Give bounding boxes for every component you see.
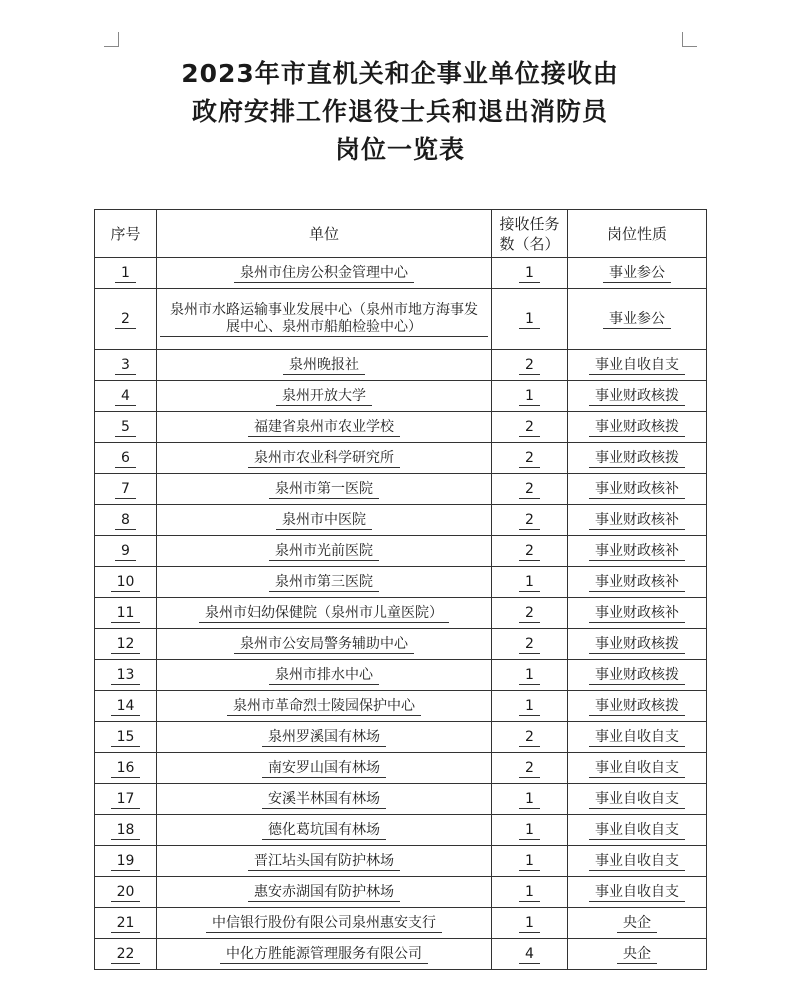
cell-type-text: 事业财政核拨 <box>589 698 685 716</box>
cell-no-text: 9 <box>115 543 136 561</box>
table-row <box>95 753 707 784</box>
cell-count <box>492 939 568 970</box>
cell-no <box>95 629 157 660</box>
cell-unit <box>157 567 492 598</box>
table-row <box>95 536 707 567</box>
cell-count <box>492 815 568 846</box>
cell-count-text: 2 <box>519 481 540 499</box>
cell-unit-text: 泉州市住房公积金管理中心 <box>234 265 414 283</box>
cell-type-text: 事业参公 <box>603 311 671 329</box>
cell-type-text: 事业自收自支 <box>589 760 685 778</box>
cell-unit <box>157 536 492 567</box>
cell-unit-text: 福建省泉州市农业学校 <box>248 419 400 437</box>
cell-type <box>568 877 707 908</box>
cell-no-text: 3 <box>115 357 136 375</box>
cell-unit-text: 中信银行股份有限公司泉州惠安支行 <box>206 915 442 933</box>
cell-unit <box>157 660 492 691</box>
cell-unit-text: 泉州市水路运输事业发展中心（泉州市地方海事发展中心、泉州市船舶检验中心） <box>160 302 488 337</box>
cell-unit <box>157 908 492 939</box>
cell-unit <box>157 350 492 381</box>
cell-no <box>95 908 157 939</box>
cell-no <box>95 753 157 784</box>
cell-type <box>568 722 707 753</box>
cell-no <box>95 660 157 691</box>
cell-unit-text: 泉州市第三医院 <box>269 574 379 592</box>
cell-count-text: 2 <box>519 543 540 561</box>
cell-type-text: 央企 <box>617 915 657 933</box>
cell-type-text: 事业财政核补 <box>589 481 685 499</box>
table-row <box>95 629 707 660</box>
cell-type <box>568 381 707 412</box>
cell-count <box>492 784 568 815</box>
cell-no <box>95 846 157 877</box>
cell-count-text: 1 <box>519 667 540 685</box>
page-title <box>0 55 800 169</box>
table-row <box>95 505 707 536</box>
cell-type-text: 事业财政核拨 <box>589 636 685 654</box>
cell-no-text: 14 <box>111 698 141 716</box>
header-type: 岗位性质 <box>568 210 707 258</box>
cell-count <box>492 258 568 289</box>
cell-count <box>492 350 568 381</box>
cell-unit-text: 惠安赤湖国有防护林场 <box>248 884 400 902</box>
cell-unit <box>157 846 492 877</box>
cell-type-text: 事业财政核拨 <box>589 419 685 437</box>
cell-type-text: 事业自收自支 <box>589 822 685 840</box>
cell-type <box>568 505 707 536</box>
cell-count-text: 2 <box>519 729 540 747</box>
table-row <box>95 412 707 443</box>
cell-count-text: 4 <box>519 946 540 964</box>
positions-table <box>94 209 707 970</box>
table-row <box>95 877 707 908</box>
cell-count-text: 1 <box>519 791 540 809</box>
table-row <box>95 381 707 412</box>
cell-type-text: 事业自收自支 <box>589 729 685 747</box>
cell-type-text: 事业财政核拨 <box>589 450 685 468</box>
cell-unit <box>157 443 492 474</box>
cell-count <box>492 908 568 939</box>
cell-type-text: 事业自收自支 <box>589 791 685 809</box>
cell-unit <box>157 258 492 289</box>
cell-count <box>492 846 568 877</box>
cell-unit-text: 泉州市妇幼保健院（泉州市儿童医院） <box>199 605 449 623</box>
cell-count <box>492 753 568 784</box>
table-row <box>95 939 707 970</box>
cell-no <box>95 412 157 443</box>
cell-no <box>95 443 157 474</box>
cell-unit-text: 泉州市排水中心 <box>269 667 379 685</box>
cell-unit-text: 中化方胜能源管理服务有限公司 <box>220 946 428 964</box>
table-row <box>95 722 707 753</box>
cell-no <box>95 815 157 846</box>
cell-count-text: 1 <box>519 853 540 871</box>
cell-count <box>492 629 568 660</box>
cell-count <box>492 474 568 505</box>
cell-count-text: 1 <box>519 574 540 592</box>
cell-no <box>95 289 157 350</box>
cell-count <box>492 381 568 412</box>
table-row <box>95 815 707 846</box>
table-row <box>95 474 707 505</box>
cell-type-text: 事业自收自支 <box>589 853 685 871</box>
cell-unit-text: 泉州市农业科学研究所 <box>248 450 400 468</box>
corner-mark-left <box>104 32 119 47</box>
cell-unit <box>157 877 492 908</box>
cell-no-text: 12 <box>111 636 141 654</box>
cell-no <box>95 784 157 815</box>
cell-count-text: 1 <box>519 822 540 840</box>
cell-unit-text: 德化葛坑国有林场 <box>262 822 386 840</box>
cell-no-text: 18 <box>111 822 141 840</box>
cell-type <box>568 412 707 443</box>
table-row <box>95 691 707 722</box>
table-row <box>95 784 707 815</box>
cell-no-text: 10 <box>111 574 141 592</box>
cell-unit <box>157 289 492 350</box>
header-no: 序号 <box>95 210 157 258</box>
cell-type <box>568 939 707 970</box>
cell-no <box>95 505 157 536</box>
cell-count-text: 2 <box>519 636 540 654</box>
cell-type-text: 事业参公 <box>603 265 671 283</box>
cell-type <box>568 474 707 505</box>
cell-no <box>95 350 157 381</box>
cell-type-text: 事业财政核补 <box>589 543 685 561</box>
cell-unit-text: 安溪半林国有林场 <box>262 791 386 809</box>
cell-no-text: 6 <box>115 450 136 468</box>
cell-count-text: 2 <box>519 419 540 437</box>
cell-type <box>568 908 707 939</box>
cell-type <box>568 691 707 722</box>
cell-type-text: 事业财政核补 <box>589 512 685 530</box>
cell-type <box>568 846 707 877</box>
table-row <box>95 443 707 474</box>
table-row <box>95 908 707 939</box>
cell-count-text: 2 <box>519 605 540 623</box>
cell-unit-text: 泉州市第一医院 <box>269 481 379 499</box>
cell-type <box>568 350 707 381</box>
cell-unit <box>157 722 492 753</box>
cell-no-text: 1 <box>115 265 136 283</box>
header-count: 接收任务数（名） <box>492 210 568 258</box>
cell-unit-text: 泉州罗溪国有林场 <box>262 729 386 747</box>
cell-count <box>492 877 568 908</box>
cell-type <box>568 784 707 815</box>
cell-unit-text: 泉州市公安局警务辅助中心 <box>234 636 414 654</box>
cell-count <box>492 289 568 350</box>
cell-type-text: 事业自收自支 <box>589 357 685 375</box>
corner-mark-right <box>682 32 697 47</box>
cell-no <box>95 474 157 505</box>
cell-count <box>492 536 568 567</box>
cell-unit-text: 泉州市革命烈士陵园保护中心 <box>227 698 421 716</box>
cell-count-text: 2 <box>519 357 540 375</box>
cell-count-text: 1 <box>519 698 540 716</box>
cell-unit <box>157 629 492 660</box>
cell-type <box>568 289 707 350</box>
table-row <box>95 289 707 350</box>
cell-count <box>492 598 568 629</box>
cell-unit <box>157 474 492 505</box>
cell-no <box>95 877 157 908</box>
cell-unit-text: 泉州市光前医院 <box>269 543 379 561</box>
title-line-1: 2023年市直机关和企事业单位接收由 <box>181 59 619 88</box>
cell-unit <box>157 815 492 846</box>
cell-type <box>568 443 707 474</box>
cell-no <box>95 939 157 970</box>
table-row <box>95 567 707 598</box>
cell-count <box>492 412 568 443</box>
cell-type <box>568 258 707 289</box>
cell-unit-text: 南安罗山国有林场 <box>262 760 386 778</box>
cell-count <box>492 567 568 598</box>
cell-no-text: 11 <box>111 605 141 623</box>
cell-count <box>492 443 568 474</box>
cell-no-text: 7 <box>115 481 136 499</box>
cell-type <box>568 567 707 598</box>
cell-count <box>492 505 568 536</box>
cell-unit <box>157 505 492 536</box>
cell-unit-text: 泉州晚报社 <box>283 357 365 375</box>
table-row <box>95 598 707 629</box>
cell-type-text: 事业财政核拨 <box>589 667 685 685</box>
cell-unit <box>157 412 492 443</box>
cell-no-text: 21 <box>111 915 141 933</box>
cell-count-text: 1 <box>519 311 540 329</box>
cell-no-text: 20 <box>111 884 141 902</box>
cell-count-text: 2 <box>519 760 540 778</box>
cell-no <box>95 598 157 629</box>
cell-no-text: 15 <box>111 729 141 747</box>
cell-type <box>568 536 707 567</box>
cell-count-text: 1 <box>519 265 540 283</box>
cell-unit <box>157 691 492 722</box>
cell-unit <box>157 381 492 412</box>
cell-type-text: 央企 <box>617 946 657 964</box>
cell-type <box>568 629 707 660</box>
cell-type <box>568 753 707 784</box>
title-line-2: 政府安排工作退役士兵和退出消防员 <box>191 97 608 126</box>
cell-type-text: 事业财政核拨 <box>589 388 685 406</box>
cell-no-text: 13 <box>111 667 141 685</box>
cell-no-text: 22 <box>111 946 141 964</box>
table-row <box>95 846 707 877</box>
cell-count-text: 2 <box>519 450 540 468</box>
cell-count <box>492 660 568 691</box>
cell-type-text: 事业财政核补 <box>589 574 685 592</box>
cell-unit <box>157 784 492 815</box>
title-line-3: 岗位一览表 <box>334 135 465 164</box>
cell-no-text: 19 <box>111 853 141 871</box>
cell-no-text: 8 <box>115 512 136 530</box>
cell-no <box>95 258 157 289</box>
table-row <box>95 350 707 381</box>
cell-no <box>95 381 157 412</box>
header-unit: 单位 <box>157 210 492 258</box>
cell-no <box>95 722 157 753</box>
cell-unit <box>157 753 492 784</box>
cell-type <box>568 598 707 629</box>
cell-count <box>492 722 568 753</box>
cell-type <box>568 660 707 691</box>
cell-unit <box>157 939 492 970</box>
cell-unit <box>157 598 492 629</box>
table-row <box>95 258 707 289</box>
cell-no-text: 5 <box>115 419 136 437</box>
table-body <box>95 258 707 970</box>
cell-type <box>568 815 707 846</box>
table-row <box>95 660 707 691</box>
cell-count <box>492 691 568 722</box>
cell-no-text: 17 <box>111 791 141 809</box>
cell-no <box>95 691 157 722</box>
cell-unit-text: 泉州开放大学 <box>276 388 372 406</box>
cell-count-text: 1 <box>519 915 540 933</box>
cell-type-text: 事业自收自支 <box>589 884 685 902</box>
cell-count-text: 2 <box>519 512 540 530</box>
cell-no-text: 4 <box>115 388 136 406</box>
cell-no-text: 16 <box>111 760 141 778</box>
cell-count-text: 1 <box>519 388 540 406</box>
cell-unit-text: 泉州市中医院 <box>276 512 372 530</box>
cell-no-text: 2 <box>115 311 136 329</box>
cell-count-text: 1 <box>519 884 540 902</box>
cell-no <box>95 567 157 598</box>
cell-unit-text: 晋江坫头国有防护林场 <box>248 853 400 871</box>
cell-type-text: 事业财政核补 <box>589 605 685 623</box>
cell-no <box>95 536 157 567</box>
table-header-row <box>95 210 707 258</box>
